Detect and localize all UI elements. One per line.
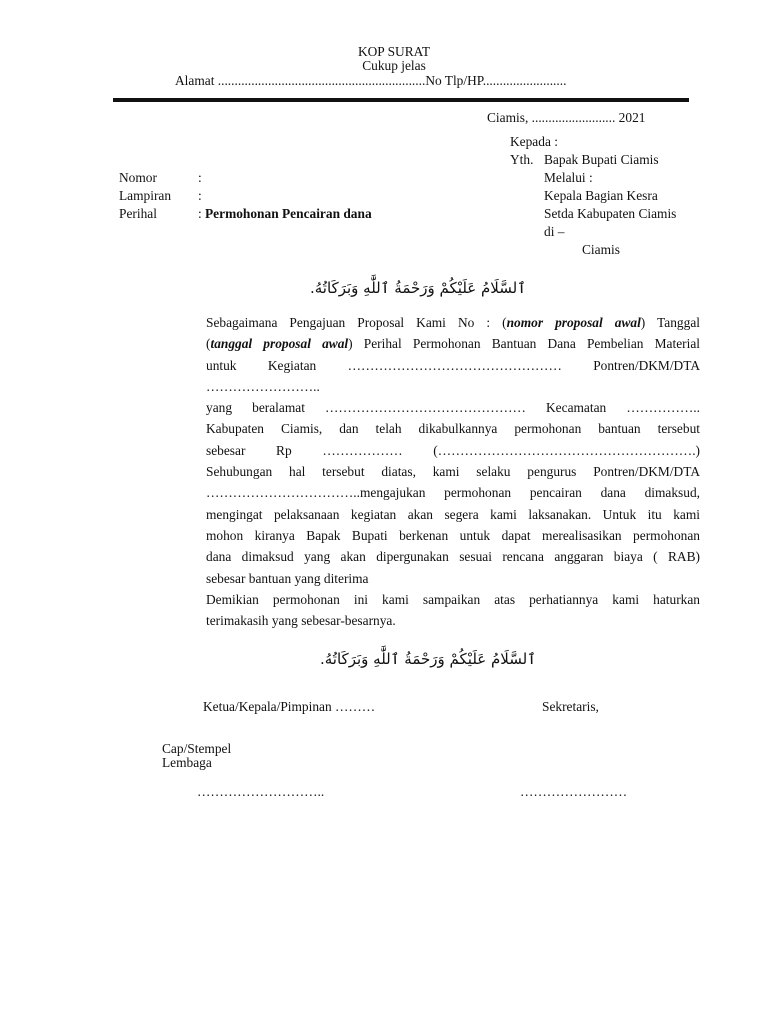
closing-salam: ٱلسَّلَامُ عَلَيْكُمْ وَرَحْمَةُ ٱللَّٰهِ وَبَرَكَاتُهُ. — [320, 650, 536, 668]
letterhead-subtitle: Cukup jelas — [362, 58, 426, 73]
perihal-value: Permohonan Pencairan dana — [205, 206, 372, 221]
signature-left-title: Ketua/Kepala/Pimpinan ……… — [203, 699, 376, 714]
body-line-10: mengingat pelaksanaan kegiatan akan segera kami laksanakan. Untuk itu kami — [206, 506, 700, 522]
recipient-kepada: Kepada : — [510, 134, 558, 149]
stamp-label-2: Lembaga — [162, 755, 212, 770]
nomor-colon: : — [198, 170, 202, 185]
lampiran-label: Lampiran — [119, 188, 172, 203]
body-line-4: …………………….. — [206, 378, 320, 394]
proposal-date-placeholder: tanggal proposal awal — [210, 336, 349, 352]
body-line-5: yang beralamat ……………………………………… Kecamatan …………….. — [206, 400, 700, 416]
body-line-8: Sehubungan hal tersebut diatas, kami selaku pengurus Pontren/DKM/DTA — [206, 464, 700, 480]
body-line-13: sebesar bantuan yang diterima — [206, 570, 369, 586]
signature-right-title: Sekretaris, — [542, 699, 599, 714]
body-line-2: (tanggal proposal awal) Perihal Permohonan Bantuan Dana Pembelian Material — [206, 336, 700, 352]
recipient-line3: Kepala Bagian Kesra — [544, 188, 658, 203]
lampiran-colon: : — [198, 188, 202, 203]
signature-left-line: ……………………….. — [197, 784, 325, 799]
perihal-colon: : — [198, 206, 202, 221]
body-line-15: terimakasih yang sebesar-besarnya. — [206, 613, 396, 629]
proposal-number-placeholder: nomor proposal awal — [506, 315, 641, 330]
body-line-1: Sebagaimana Pengajuan Proposal Kami No : (nomor proposal awal) Tanggal — [206, 315, 700, 330]
body-line-9: ……………………………..mengajukan permohonan pencairan dana dimaksud, — [206, 485, 700, 501]
recipient-line2: Melalui : — [544, 170, 593, 185]
opening-salam: ٱلسَّلَامُ عَلَيْكُمْ وَرَحْمَةُ ٱللَّٰهِ وَبَرَكَاتُهُ. — [310, 279, 526, 297]
recipient-line4: Setda Kabupaten Ciamis — [544, 206, 677, 221]
recipient-line5: di – — [544, 224, 565, 239]
signature-right-line: …………………… — [520, 784, 628, 799]
letter-body — [206, 312, 700, 631]
letterhead-address: Alamat ..............................................................No Tlp/HP......................... — [175, 73, 567, 88]
body-line-14: Demikian permohonan ini kami sampaikan atas perhatiannya kami haturkan — [206, 591, 700, 607]
body-line-3: untuk Kegiatan ………………………………………… Pontren/DKM/DTA — [206, 357, 700, 373]
stamp-label-1: Cap/Stempel — [162, 741, 232, 756]
body-line-7: sebesar Rp ……………… (………………………………………………….) — [206, 442, 700, 458]
body-line-11: mohon kiranya Bapak Bupati berkenan untuk dapat merealisasikan permohonan — [206, 527, 700, 543]
recipient-line1: Bapak Bupati Ciamis — [544, 152, 659, 167]
recipient-yth: Yth. — [510, 152, 534, 167]
letterhead-divider — [113, 98, 689, 102]
body-line-12: dana dimaksud yang akan dipergunakan sesuai rencana anggaran biaya ( RAB) — [206, 549, 700, 565]
recipient-line6: Ciamis — [582, 242, 620, 257]
perihal-label: Perihal — [119, 206, 157, 221]
date-line: Ciamis, ......................... 2021 — [487, 110, 646, 125]
body-line-6: Kabupaten Ciamis, dan telah dikabulkannya permohonan bantuan tersebut — [206, 421, 700, 437]
nomor-label: Nomor — [119, 170, 157, 185]
letterhead-title: KOP SURAT — [357, 44, 431, 59]
